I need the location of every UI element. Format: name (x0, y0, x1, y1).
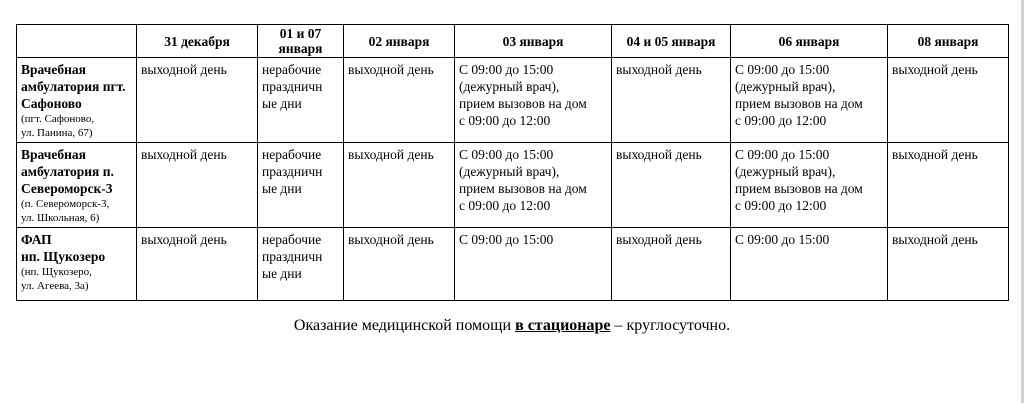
schedule-cell (731, 58, 888, 143)
header-date-cell: 06 января (731, 25, 888, 58)
schedule-cell (137, 228, 258, 301)
header-date-cell: 31 декабря (137, 25, 258, 58)
schedule-text: выходной день (141, 232, 227, 247)
schedule-cell (137, 143, 258, 228)
schedule-text: С 09:00 до 15:00 (дежурный врач), прием вызовов на дом с 09:00 до 12:00 (459, 147, 587, 213)
footnote-text-end: – круглосуточно. (610, 317, 731, 334)
header-date-cell: 04 и 05 января (612, 25, 731, 58)
schedule-text: выходной день (141, 62, 227, 77)
table-row (17, 58, 1009, 143)
schedule-text: нерабочие праздничн ые дни (262, 232, 323, 281)
schedule-text: выходной день (616, 62, 702, 77)
facility-name: ФАП нп. Щукозеро (21, 232, 106, 264)
table-row (17, 143, 1009, 228)
schedule-cell (258, 143, 344, 228)
schedule-text: нерабочие праздничн ые дни (262, 147, 323, 196)
schedule-cell (455, 143, 612, 228)
schedule-cell (455, 228, 612, 301)
header-date-cell: 03 января (455, 25, 612, 58)
facility-name: Врачебная амбулатория пгт. Сафоново (21, 62, 126, 111)
schedule-cell (888, 58, 1009, 143)
schedule-text: выходной день (616, 147, 702, 162)
schedule-cell (731, 143, 888, 228)
facility-address: (п. Североморск-3, ул. Школьная, 6) (21, 198, 110, 224)
header-date-cell: 01 и 07 января (258, 25, 344, 58)
schedule-cell (888, 228, 1009, 301)
schedule-text: С 09:00 до 15:00 (дежурный врач), прием вызовов на дом с 09:00 до 12:00 (459, 62, 587, 128)
schedule-cell (612, 228, 731, 301)
schedule-text: выходной день (348, 232, 434, 247)
schedule-text: нерабочие праздничн ые дни (262, 62, 323, 111)
schedule-cell (455, 58, 612, 143)
schedule-text: выходной день (892, 147, 978, 162)
schedule-text: выходной день (141, 147, 227, 162)
holiday-schedule-table (16, 24, 1009, 301)
header-row (17, 25, 1009, 58)
header-date-cell: 02 января (344, 25, 455, 58)
facility-address: (пгт. Сафоново, ул. Панина, 67) (21, 113, 95, 139)
table-row (17, 228, 1009, 301)
schedule-cell (731, 228, 888, 301)
header-corner-cell (17, 25, 137, 58)
facility-cell (17, 228, 137, 301)
facility-address: (нп. Щукозеро, ул. Агеева, 3а) (21, 266, 92, 292)
schedule-cell (612, 143, 731, 228)
footnote-emphasis: в стационаре (515, 317, 611, 334)
schedule-text: С 09:00 до 15:00 (дежурный врач), прием вызовов на дом с 09:00 до 12:00 (735, 147, 863, 213)
schedule-text: выходной день (348, 147, 434, 162)
schedule-text: выходной день (616, 232, 702, 247)
schedule-text: выходной день (892, 62, 978, 77)
schedule-cell (344, 228, 455, 301)
schedule-cell (344, 143, 455, 228)
schedule-text: выходной день (892, 232, 978, 247)
facility-cell (17, 58, 137, 143)
schedule-cell (344, 58, 455, 143)
schedule-text: С 09:00 до 15:00 (735, 232, 830, 247)
schedule-text: С 09:00 до 15:00 (дежурный врач), прием вызовов на дом с 09:00 до 12:00 (735, 62, 863, 128)
facility-name: Врачебная амбулатория п. Североморск-3 (21, 147, 114, 196)
facility-cell (17, 143, 137, 228)
schedule-cell (612, 58, 731, 143)
header-date-cell: 08 января (888, 25, 1009, 58)
schedule-cell (137, 58, 258, 143)
schedule-text: выходной день (348, 62, 434, 77)
footnote-text-start: Оказание медицинской помощи (293, 317, 516, 334)
inpatient-care-note (0, 316, 1024, 336)
schedule-text: С 09:00 до 15:00 (459, 232, 554, 247)
schedule-cell (258, 58, 344, 143)
schedule-cell (258, 228, 344, 301)
schedule-cell (888, 143, 1009, 228)
